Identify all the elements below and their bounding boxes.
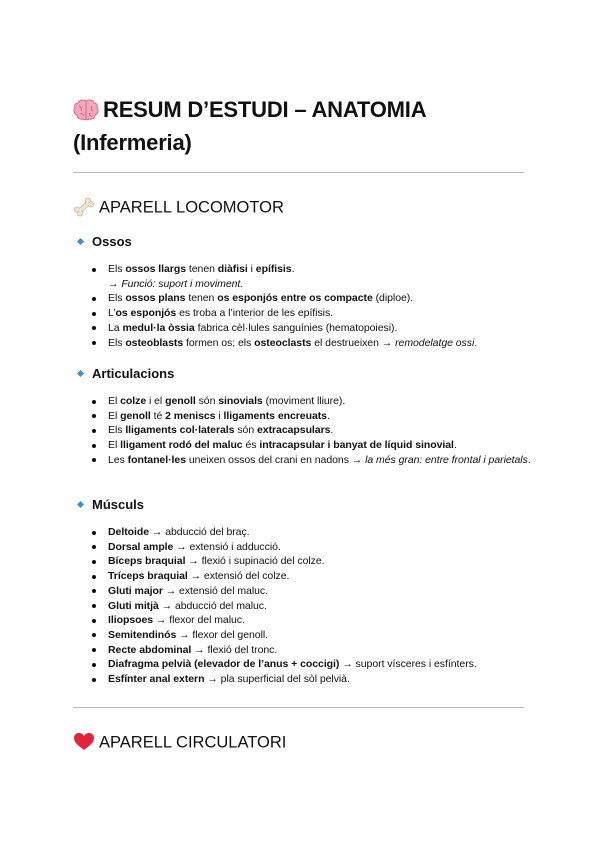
item-text: és [242, 439, 260, 452]
item-text: i el [146, 395, 166, 407]
item-text: → extensió del maluc. [162, 584, 268, 597]
item-text: La [108, 321, 123, 334]
bold-term: intracapsular i banyat de líquid sinovial [259, 439, 454, 452]
item-text: es troba a l’interior de les epífisis. [176, 307, 334, 320]
section-heading-circulatori [73, 732, 286, 754]
bold-term: Bíceps braquial [108, 555, 186, 568]
item-text: . [453, 439, 457, 452]
item-text: fabrica cèl·lules sanguínies (hematopoiesi). [194, 321, 398, 334]
item-text: i [215, 409, 224, 422]
section-heading-text: APARELL CIRCULATORI [99, 733, 287, 752]
list-item [91, 291, 531, 306]
item-text: El [108, 395, 121, 407]
list-item [91, 540, 531, 555]
diamond-bullet-icon [77, 501, 84, 508]
subsection-heading-text: Articulacions [92, 366, 175, 381]
bold-term: os esponjós [115, 307, 177, 320]
brain-icon [73, 96, 103, 127]
italic-text: remodelatge ossi [395, 336, 475, 349]
item-text: → flexió i supinació del colze. [185, 555, 325, 568]
list-item [91, 262, 531, 291]
item-text: . [527, 453, 531, 466]
bold-term: osteoblasts [125, 336, 184, 349]
item-text: són [234, 424, 257, 437]
item-text: . [326, 409, 330, 422]
bold-term: diàfisi [217, 263, 248, 275]
item-text: tenen [186, 263, 218, 275]
section-heading-text: APARELL LOCOMOTOR [99, 198, 284, 217]
item-text: → extensió del colze. [187, 570, 290, 583]
bold-term: extracapsulars [256, 424, 331, 437]
item-text: uneixen ossos del crani en nadons → [185, 453, 366, 466]
item-text: . [474, 336, 478, 349]
bold-term: osteoclasts [254, 336, 312, 349]
item-text: tenen [185, 292, 218, 305]
articulacions-list [91, 394, 531, 468]
subsection-heading-text: Músculs [92, 497, 145, 512]
italic-text: la més gran: entre frontal i parietals [365, 453, 528, 466]
bold-term: ossos llargs [125, 263, 186, 275]
bone-icon [73, 197, 99, 219]
bold-term: genoll [165, 395, 196, 407]
item-text: El [108, 409, 121, 422]
subsection-heading-ossos [76, 234, 132, 250]
item-text: → suport vísceres i esfínters. [339, 658, 477, 671]
list-item [91, 321, 531, 336]
item-text: Els [108, 424, 126, 437]
bold-term: Diafragma pelvià (elevador de l’anus + coccigi) [108, 658, 340, 671]
item-text: → pla superficial del sòl pelvià. [204, 673, 350, 686]
list-item [91, 584, 531, 599]
item-text: → flexor del maluc. [153, 614, 245, 627]
musculs-list [91, 525, 531, 687]
item-text: el destrueixen → [311, 336, 396, 349]
list-item [91, 394, 531, 409]
item-text: Els [108, 263, 126, 275]
list-item [91, 438, 531, 453]
list-item [91, 643, 531, 658]
bold-term: 2 meniscs [165, 409, 216, 422]
page-title [73, 94, 543, 158]
item-text: Les [108, 453, 128, 466]
list-item [91, 657, 531, 672]
item-text: → flexor del genoll. [176, 628, 268, 641]
subsection-heading-musculs [76, 497, 144, 513]
item-text: El [108, 439, 121, 452]
item-text: (moviment lliure). [262, 395, 346, 407]
bold-term: os esponjós entre os compacte [217, 292, 373, 305]
list-item [91, 306, 531, 321]
bold-term: lligament rodó del maluc [120, 439, 243, 452]
item-text: Els [108, 292, 126, 305]
item-text: i [247, 263, 256, 275]
list-item [91, 409, 531, 424]
bold-term: epífisis [255, 263, 292, 275]
bold-term: genoll [120, 409, 151, 422]
bold-term: Tríceps braquial [108, 570, 188, 583]
list-item [91, 336, 531, 351]
bold-term: fontanel·les [127, 453, 186, 466]
item-text: formen os; els [183, 336, 255, 349]
list-item [91, 599, 531, 614]
bold-term: Dorsal ample [108, 540, 174, 553]
bold-term: colze [120, 395, 147, 407]
bold-term: Deltoide [108, 526, 150, 538]
list-item [91, 613, 531, 628]
bold-term: lligaments col·laterals [125, 424, 235, 437]
title-text: RESUM D’ESTUDI – ANATOMIA (Infermeria) [73, 97, 426, 155]
bold-term: medul·la òssia [122, 321, 195, 334]
bold-term: Gluti major [108, 584, 163, 597]
bold-term: Recte abdominal [108, 643, 192, 656]
list-item [91, 525, 531, 540]
item-text: → abducció del braç. [149, 526, 250, 538]
list-item [91, 569, 531, 584]
list-item [91, 672, 531, 687]
diamond-bullet-icon [77, 370, 84, 377]
bold-term: Gluti mitjà [108, 599, 159, 612]
item-text: (diploe). [372, 292, 414, 305]
ossos-list [91, 262, 531, 350]
list-item [91, 453, 531, 468]
diamond-bullet-icon [77, 238, 84, 245]
item-text: Els [108, 336, 126, 349]
bold-term: lligaments encreuats [223, 409, 327, 422]
list-item [91, 628, 531, 643]
subsection-heading-text: Ossos [92, 234, 132, 249]
bold-term: sinovials [218, 395, 263, 407]
item-text: . [330, 424, 334, 437]
item-text: té [150, 409, 166, 422]
item-text: → extensió i adducció. [173, 540, 281, 553]
list-item [91, 423, 531, 438]
bold-term: Semitendinós [108, 628, 177, 641]
item-text: són [195, 395, 219, 407]
bold-term: Iliopsoes [108, 614, 154, 627]
item-text: → flexió del tronc. [191, 643, 278, 656]
subsection-heading-articulacions [76, 366, 174, 382]
item-text: L’ [108, 307, 116, 320]
bold-term: Esfínter anal extern [108, 673, 205, 686]
item-text: → abducció del maluc. [158, 599, 267, 612]
item-text: . [291, 263, 295, 275]
list-item [91, 554, 531, 569]
divider [73, 172, 524, 173]
bold-term: ossos plans [125, 292, 186, 305]
section-heading-locomotor [73, 197, 284, 219]
divider [73, 707, 524, 708]
heart-icon [73, 732, 99, 754]
item-note: → Funció: suport i moviment. [108, 277, 244, 290]
